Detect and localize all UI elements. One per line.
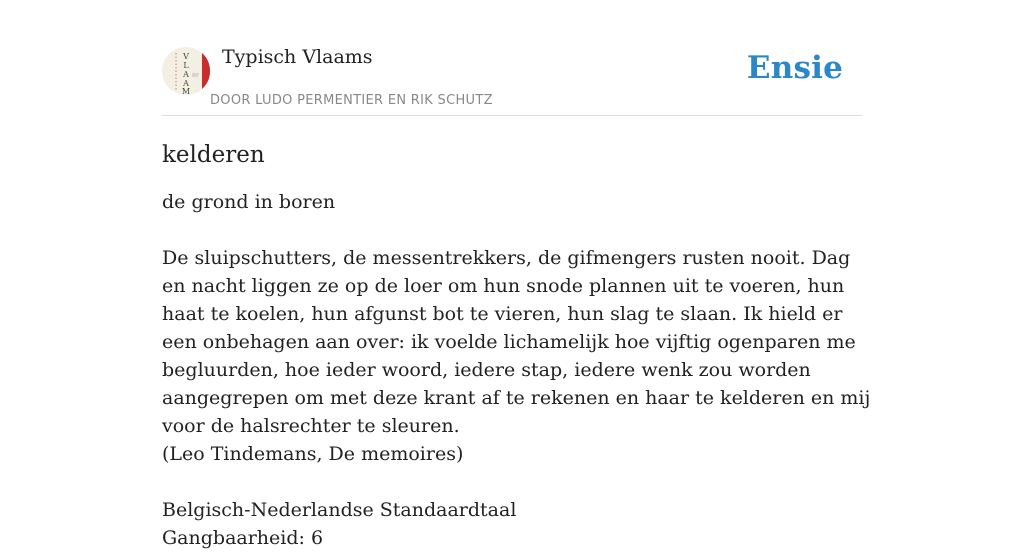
header [162, 44, 862, 116]
entry-meta [162, 496, 872, 552]
entry-quote-source: (Leo Tindemans, De memoires) [162, 443, 464, 465]
book-title-link[interactable]: Typisch Vlaams [222, 46, 373, 68]
svg-text:V: V [183, 52, 189, 61]
book-authors: DOOR LUDO PERMENTIER EN RIK SCHUTZ [210, 93, 493, 108]
entry-definition: de grond in boren [162, 191, 336, 213]
book-cover-logo-icon [162, 47, 210, 95]
svg-text:A: A [183, 70, 189, 79]
entry-headword: kelderen [162, 142, 265, 168]
svg-text:L: L [183, 61, 189, 70]
entry-meta-language: Belgisch-Nederlandse Standaardtaal [162, 499, 517, 521]
book-cover-avatar[interactable] [162, 47, 210, 95]
entry-quote: De sluipschutters, de messentrekkers, de gifmengers rusten nooit. Dag en nacht liggen ze op de loer om hun snode plannen uit te voeren, hun haat te koelen, hun afgunst bot te vieren, hun slag te slaan. Ik hield er een onbehagen aan over: ik voelde lichamelijk hoe vijftig ogenparen me begluurden, hoe ieder woord, iedere stap, iedere wenk zou worden aangegrepen om met deze krant af te rekenen en haar te kelderen en mij voor de halsrechter te sleuren. [162, 247, 871, 437]
svg-text:M: M [181, 87, 191, 96]
entry-meta-frequency: Gangbaarheid: 6 [162, 527, 324, 549]
ensie-logo-link[interactable]: Ensie [746, 50, 843, 86]
entry-content [162, 136, 872, 552]
svg-text:A: A [183, 79, 189, 88]
